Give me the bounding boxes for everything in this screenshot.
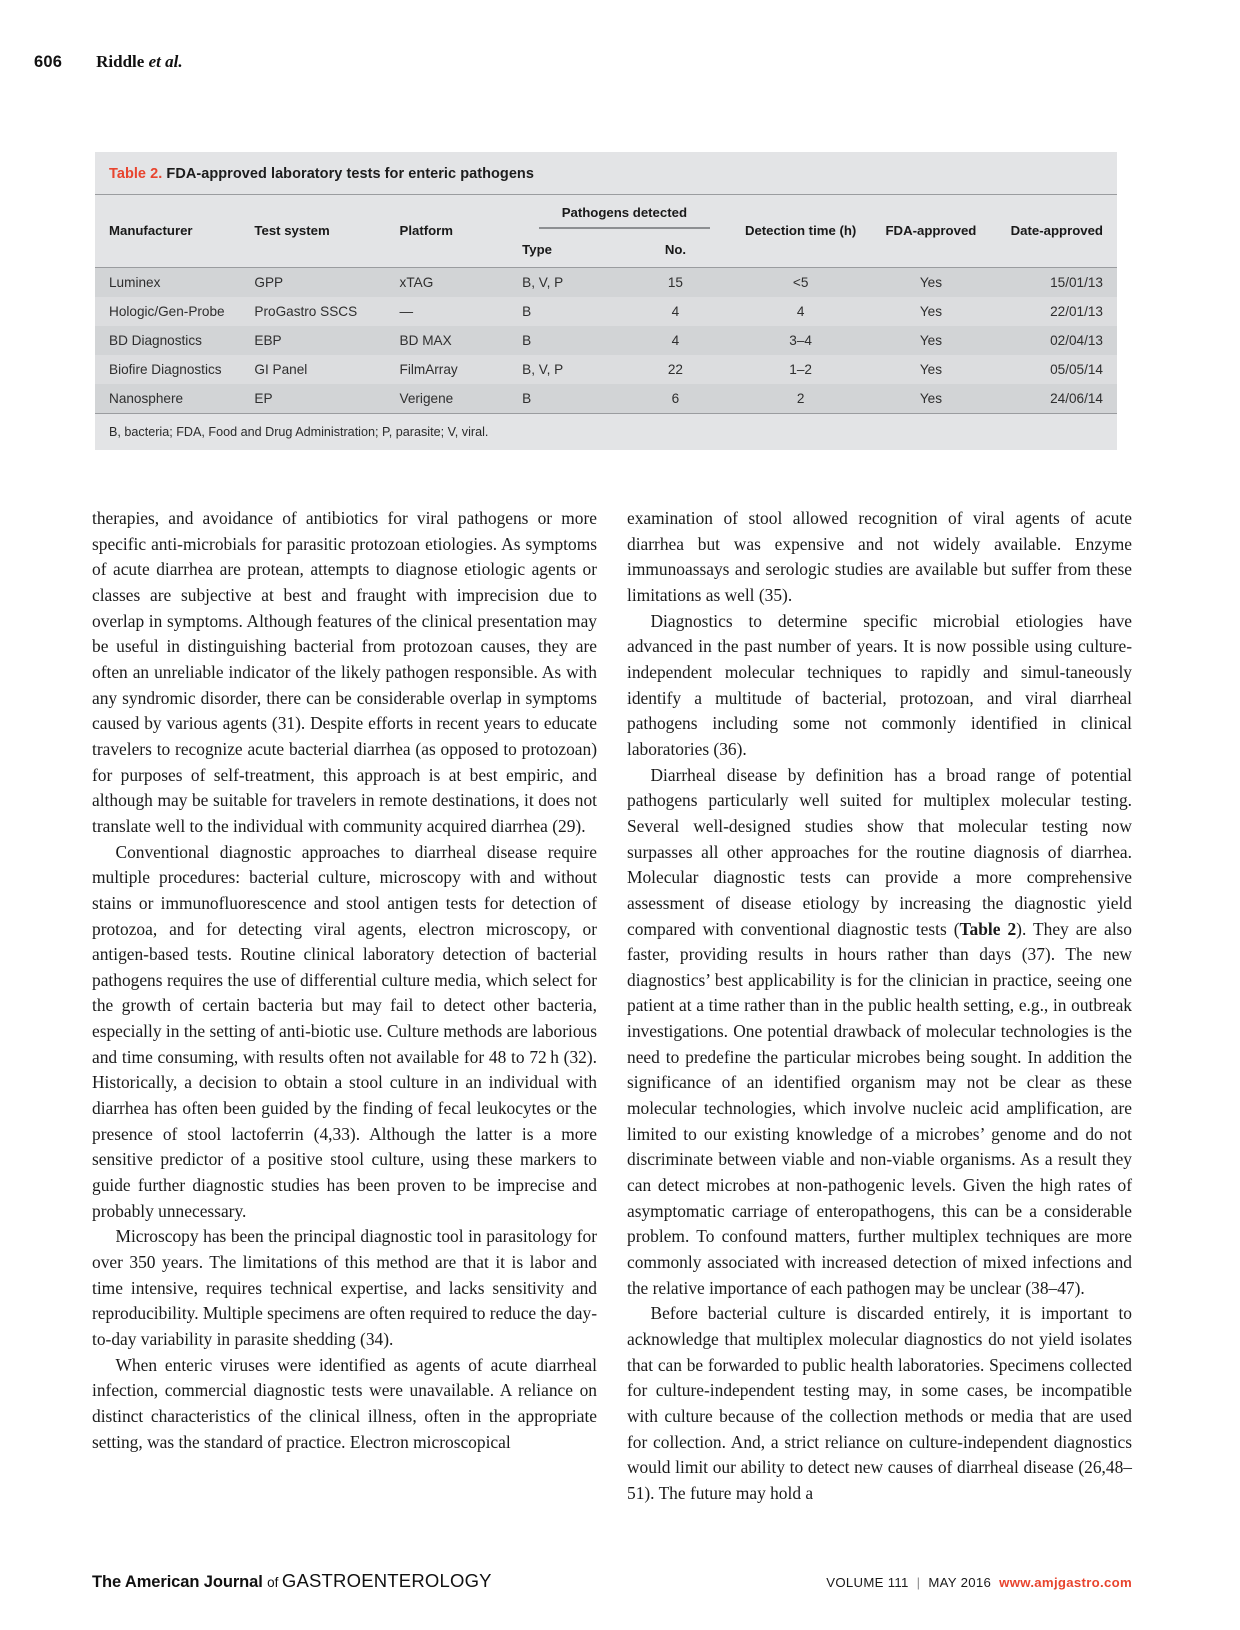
cell-test-system: GI Panel [254,355,399,384]
cell-no: 4 [624,326,726,355]
fda-tests-table [95,194,1117,450]
cell-type: B [522,384,624,414]
right-column [627,506,1132,1507]
left-column [92,506,597,1507]
cell-platform: — [400,297,523,326]
cell-detection-time: 4 [727,297,875,326]
journal-name [92,1570,492,1592]
cell-date-approved: 05/05/14 [987,355,1117,384]
paragraph: When enteric viruses were identified as agents of acute diarrheal infection, commercial diagnostic tests were unavailable. A reliance on distinct characteristics of the clinical illness, often in the appropriate setting, was the standard of practice. Electron microscopical [92,1354,597,1452]
table-row [95,268,1117,298]
table-row [95,297,1117,326]
cell-date-approved: 24/06/14 [987,384,1117,414]
table-header-row-main [95,195,1117,232]
table-row [95,355,1117,384]
paragraph: therapies, and avoidance of antibiotics for viral pathogens or more specific anti-microbials for parasitic protozoan etiologies. As symptoms of acute diarrhea are protean, attempts to diagnose etiologic agents or classes are subjective at best and fraught with imprecision due to overlap in symptoms. Although features of the clinical presentation may be useful in distinguishing bacterial from protozoan causes, they are often an unreliable indicator of the likely pathogen responsible. As with any syndromic disorder, there can be considerable overlap in symptoms caused by various agents (31). Despite efforts in recent years to educate travelers to recognize acute bacterial diarrhea (as opposed to protozoan) for purposes of self-treatment, this approach is at best empiric, and although may be suitable for travelers in remote destinations, it does not translate well to the individual with community acquired diarrhea (29). [92,508,597,836]
cell-platform: xTAG [400,268,523,298]
cell-test-system: GPP [254,268,399,298]
table-row [95,384,1117,414]
running-head [34,52,1214,72]
cell-detection-time: <5 [727,268,875,298]
table-row [95,326,1117,355]
cell-manufacturer: Luminex [95,268,254,298]
paragraph: Before bacterial culture is discarded entirely, it is important to acknowledge that multiplex molecular diagnostics do not yield isolates that can be forwarded to public health laboratories. Specimens collected for culture-independent testing may, in some cases, be incompatible with culture because of the collection methods or media that are used for collection. And, a strict reliance on culture-independent diagnostics would limit our ability to detect new causes of diarrheal disease (26,48–51). The future may hold a [627,1303,1132,1503]
paragraph-with-table-reference [627,763,1132,1302]
col-header-type: Type [522,231,624,268]
table-label: Table 2. [109,166,163,182]
paragraph: Diagnostics to determine specific microbial etiologies have advanced in the past number of years. It is now possible using culture-independent molecular techniques to rapidly and simul-taneously identify a multitude of bacterial, protozoan, and viral diarrheal pathogens including some not commonly identified in clinical laboratories (36). [627,610,1132,759]
cell-detection-time: 3–4 [727,326,875,355]
col-header-pathogens-detected-label: Pathogens detected [561,204,687,220]
cell-no: 4 [624,297,726,326]
cell-fda-approved: Yes [875,355,987,384]
cell-manufacturer: Biofire Diagnostics [95,355,254,384]
page-footer [92,1570,1132,1592]
journal-name-of: of [267,1575,282,1590]
paragraph: Conventional diagnostic approaches to diarrheal disease require multiple procedures: bacterial culture, microscopy with and without stains or immunofluorescence and stool antigen tests for detection of protozoa, and for detecting viral agents, electron microscopy, or antigen-based tests. Routine clinical laboratory detection of bacterial pathogens requires the use of differential culture media, which select for the growth of certain bacteria but may fail to detect other bacteria, especially in the setting of anti-biotic use. Culture methods are laborious and time consuming, with results often not available for 48 to 72 h (32). Historically, a decision to obtain a stool culture in an individual with diarrhea has often been guided by the finding of fecal leukocytes or the presence of stool lactoferrin (4,33). Although the latter is a more sensitive predictor of a positive stool culture, using these markers to guide further diagnostic studies has been proven to be imprecise and probably unnecessary. [92,841,597,1221]
cell-type: B [522,297,624,326]
table-2-block [95,152,1117,450]
table-caption-text: FDA-approved laboratory tests for enteric pathogens [166,166,534,182]
cell-detection-time: 1–2 [727,355,875,384]
col-header-date-approved: Date-approved [987,195,1117,268]
col-header-manufacturer: Manufacturer [95,195,254,268]
col-header-platform: Platform [400,195,523,268]
cell-platform: Verigene [400,384,523,414]
cell-fda-approved: Yes [875,297,987,326]
cell-fda-approved: Yes [875,268,987,298]
cell-manufacturer: Nanosphere [95,384,254,414]
paragraph: examination of stool allowed recognition of viral agents of acute diarrhea but was expensive and not widely available. Enzyme immunoassays and serologic studies are available but suffer from these limitations as well (35). [627,508,1132,605]
paragraph-text-after-ref: ). They are also faster, providing results in hours rather than days (37). The new diagnostics’ best applicability is for the clinician in practice, seeing one patient at a time rather than in the public health setting, e.g., in outbreak investigations. One potential drawback of molecular technologies is the need to predefine the particular microbes being sought. In addition the significance of an identified organism may not be clear as these molecular technologies, which involve nucleic acid amplification, are limited to our existing knowledge of a microbes’ genome and do not discriminate between viable and non-viable organisms. As a result they can detect microbes at non-pathogenic levels. Given the high rates of asymptomatic carriage of enteropathogens, this can be a considerable problem. To confound matters, further multiplex techniques are more commonly associated with increased detection of mixed infections and the relative importance of each pathogen may be unclear (38–47). [627,918,1132,1298]
issue-date: MAY 2016 [928,1575,992,1590]
page-number: 606 [34,53,63,71]
cell-no: 6 [624,384,726,414]
cell-platform: FilmArray [400,355,523,384]
cell-fda-approved: Yes [875,326,987,355]
cell-type: B [522,326,624,355]
volume-label: VOLUME 111 [826,1575,909,1590]
footer-separator: | [916,1575,921,1590]
table-body [95,268,1117,451]
cell-test-system: ProGastro SSCS [254,297,399,326]
cell-no: 22 [624,355,726,384]
cell-date-approved: 02/04/13 [987,326,1117,355]
col-header-test-system: Test system [254,195,399,268]
running-head-etal: et al. [148,52,183,71]
journal-name-the: The American Journal [92,1573,268,1591]
table-caption [95,152,1117,194]
cell-date-approved: 15/01/13 [987,268,1117,298]
cell-type: B, V, P [522,268,624,298]
cell-type: B, V, P [522,355,624,384]
article-body [92,506,1132,1507]
table-footnote: B, bacteria; FDA, Food and Drug Administration; P, parasite; V, viral. [95,414,1117,451]
table-2-reference: Table 2 [959,918,1017,939]
col-header-no: No. [624,231,726,268]
pathogens-group-rule [539,227,711,229]
journal-name-gastroenterology: GASTROENTEROLOGY [281,1570,492,1591]
journal-url-link[interactable]: www.amjgastro.com [999,1575,1132,1590]
running-head-author-name: Riddle [96,52,149,71]
paragraph: Microscopy has been the principal diagnostic tool in parasitology for over 350 years. The limitations of this method are that it is labor and time intensive, requires technical expertise, and lacks sensitivity and reproducibility. Multiple specimens are often required to reduce the day-to-day variability in parasite shedding (34). [92,1226,597,1349]
cell-fda-approved: Yes [875,384,987,414]
table-head [95,195,1117,268]
cell-detection-time: 2 [727,384,875,414]
footer-issue-info [826,1575,1132,1590]
cell-test-system: EBP [254,326,399,355]
cell-no: 15 [624,268,726,298]
cell-manufacturer: Hologic/Gen-Probe [95,297,254,326]
paragraph-text-before-ref: Diarrheal disease by definition has a broad range of potential pathogens particularly well suited for multiplex molecular testing. Several well-designed studies show that molecular testing now surpasses all other approaches for the routine diagnosis of diarrhea. Molecular diagnostic tests can provide a more comprehensive assessment of disease etiology by increasing the diagnostic yield compared with conventional diagnostic tests ( [627,764,1132,939]
table-footnote-row [95,414,1117,451]
col-header-pathogens-detected [522,195,726,232]
col-header-fda-approved: FDA-approved [875,195,987,268]
col-header-detection-time: Detection time (h) [727,195,875,268]
cell-platform: BD MAX [400,326,523,355]
cell-test-system: EP [254,384,399,414]
running-head-authors [96,52,182,72]
cell-date-approved: 22/01/13 [987,297,1117,326]
cell-manufacturer: BD Diagnostics [95,326,254,355]
